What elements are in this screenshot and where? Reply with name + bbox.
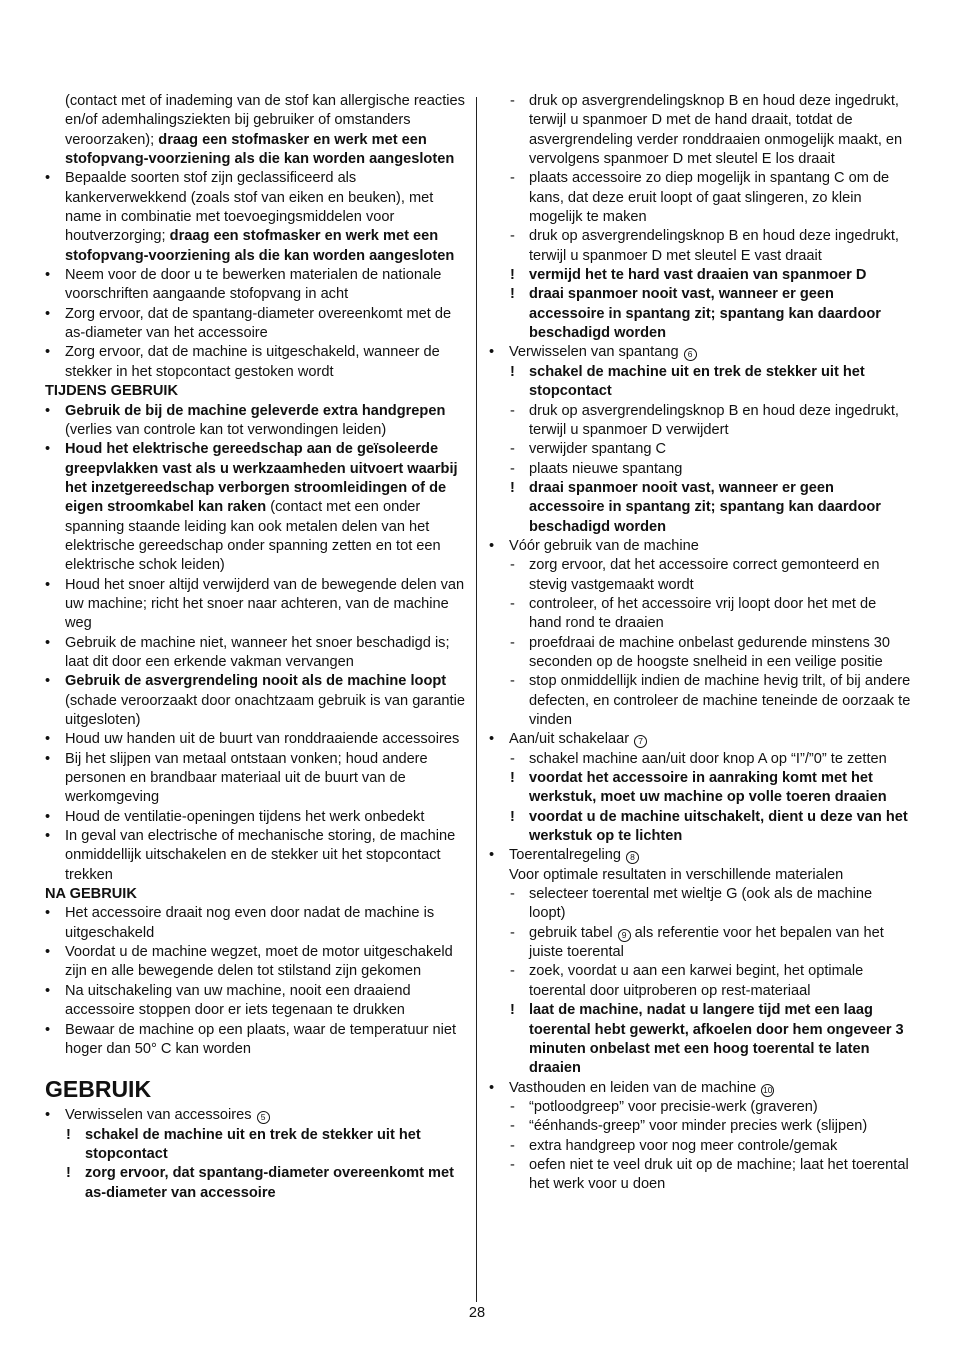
- item-text: [529, 1138, 837, 1154]
- text-segment: Houd uw handen uit de buurt van ronddraaiende accessoires: [65, 731, 460, 748]
- text-segment: laat de machine, nadat u langere tijd met een laag toerental hebt gewerkt, afkoelen door hem ongeveer 3 minuten onbelast met een hoog toerental te laten draaien: [529, 1002, 904, 1077]
- dash-marker: -: [510, 673, 515, 690]
- item-text: [529, 1157, 909, 1192]
- left-safety-list: [45, 92, 466, 1059]
- item-text: [529, 441, 666, 457]
- item-text: [65, 306, 451, 341]
- text-segment: Houd het elektrische gereedschap aan de geïsoleerde greepvlakken vast als u werkzaamheden uitvoert waarbij het inzetgereedschap verborgen stroomleidingen of de eigen stroomkabel kan raken: [65, 441, 458, 516]
- item-text: [65, 441, 458, 573]
- excl-marker: !: [510, 479, 515, 496]
- text-segment: (contact met of inademing van de stof kan allergische reacties en/of ademhalingsziekten bij gebruiker of omstanders veroorzaken);: [65, 93, 465, 148]
- text-segment: plaats accessoire zo diep mogelijk in spantang C om de kans, dat deze eruit loopt of gaat slingeren, zo klein mogelijk te maken: [529, 170, 890, 226]
- item-text: [529, 267, 866, 283]
- text-segment: (contact met een onder spanning staande leiding kan ook metalen delen van het elektrische gereedschap onder spanning zetten en tot een elektrische schok leiden): [65, 499, 441, 574]
- text-segment: Neem voor de door u te bewerken materialen de nationale voorschriften aangaande stofopvang in acht: [65, 267, 442, 303]
- text-segment: Bewaar de machine op een plaats, waar de temperatuur niet hoger dan 50° C kan worden: [65, 1021, 457, 1057]
- text-segment: draag een stofmasker en werk met een stofopvang-voorziening als die kan worden aangesloten: [65, 131, 455, 168]
- text-segment: zorg ervoor, dat spantang-diameter overeenkomt met as-diameter van accessoire: [85, 1165, 454, 1201]
- text-segment: schakel de machine uit en trek de stekker uit het stopcontact: [85, 1126, 421, 1162]
- dash-item: [489, 595, 911, 634]
- bullet-marker: •: [45, 576, 51, 593]
- item-text: [45, 383, 178, 399]
- item-text: [529, 557, 879, 592]
- item-text: [85, 1127, 421, 1162]
- item-text: [65, 170, 454, 263]
- dash-marker: -: [510, 924, 515, 941]
- dash-item: [489, 556, 911, 595]
- excl-item: [489, 479, 911, 537]
- text-segment: TIJDENS GEBRUIK: [45, 383, 178, 400]
- subsection-heading: [45, 382, 466, 401]
- bullet-marker: •: [45, 441, 51, 458]
- bullet-marker: •: [45, 750, 51, 767]
- item-text: [529, 286, 881, 341]
- excl-marker: !: [510, 770, 515, 787]
- text-segment: Houd het snoer altijd verwijderd van de bewegende delen van uw machine; richt het snoer naar achteren, van de machine weg: [65, 576, 465, 632]
- bullet-item: [45, 904, 466, 943]
- item-text: [65, 751, 428, 806]
- dash-marker: -: [510, 170, 515, 187]
- bullet-item: [489, 537, 911, 556]
- dash-item: [489, 672, 911, 730]
- bullet-item: [45, 266, 466, 305]
- bullet-item: [45, 730, 466, 749]
- bullet-marker: •: [45, 305, 51, 322]
- bullet-item: [45, 576, 466, 634]
- text-segment: “potloodgreep” voor precisie-werk (graveren): [529, 1098, 818, 1115]
- item-text: [65, 403, 445, 438]
- dash-item: [489, 402, 911, 441]
- dash-marker: -: [510, 963, 515, 980]
- bullet-item: [45, 943, 466, 982]
- bullet-item: [489, 1079, 911, 1098]
- right-instructions-list: [489, 92, 911, 1195]
- bullet-marker: •: [489, 344, 495, 361]
- subsection-heading: [45, 885, 466, 904]
- item-text: [529, 1099, 818, 1115]
- excl-item: [45, 1126, 466, 1165]
- text-segment: stop onmiddellijk indien de machine hevig trilt, of bij andere defecten, en controleer de machine teneinde de oorzaak te vinden: [529, 673, 911, 728]
- text-segment: Gebruik de machine niet, wanneer het snoer beschadigd is; laat dit door een erkende vakman vervangen: [65, 634, 450, 670]
- item-text: [65, 809, 424, 825]
- text-segment: vermijd het te hard vast draaien van spanmoer D: [529, 267, 867, 284]
- text-segment: als referentie voor het bepalen van het juiste toerental: [529, 924, 884, 961]
- text-segment: extra handgreep voor nog meer controle/gemak: [529, 1137, 838, 1154]
- item-text: [529, 963, 863, 998]
- text-segment: Bepaalde soorten stof zijn geclassificeerd als kankerverwekkend (zoals stof van eiken en beuken), met name in combinatie met toevoegingsmiddelen voor houtverzorging;: [65, 170, 434, 245]
- item-text: [529, 596, 876, 631]
- bullet-item: [45, 1021, 466, 1060]
- item-text: [529, 673, 910, 728]
- text-segment: (verlies van controle kan tot verwondingen leiden): [65, 421, 387, 438]
- dash-item: [489, 1098, 911, 1117]
- dash-marker: -: [510, 634, 515, 651]
- text-segment: Zorg ervoor, dat de machine is uitgeschakeld, wanneer de stekker in het stopcontact gestoken wordt: [65, 344, 440, 380]
- text-segment: oefen niet te veel druk uit op de machine; laat het toerental het werk voor u doen: [529, 1156, 909, 1193]
- item-text: [65, 905, 434, 940]
- dash-marker: -: [510, 93, 515, 109]
- dash-item: [489, 460, 911, 479]
- bullet-marker: •: [45, 982, 51, 999]
- bullet-item: [489, 730, 911, 749]
- excl-item: [489, 808, 911, 847]
- dash-marker: -: [510, 1137, 515, 1154]
- text-segment: draai spanmoer nooit vast, wanneer er geen accessoire in spantang zit; spantang kan daardoor beschadigd worden: [529, 286, 881, 342]
- text-segment: Het accessoire draait nog even door nadat de machine is uitgeschakeld: [65, 905, 435, 941]
- item-text: [529, 1118, 867, 1134]
- dash-marker: -: [510, 1118, 515, 1135]
- text-segment: Vasthouden en leiden van de machine: [509, 1079, 761, 1096]
- text-segment: Zorg ervoor, dat de spantang-diameter overeenkomt met de as-diameter van het accessoire: [65, 305, 452, 342]
- text-segment: controleer, of het accessoire vrij loopt door het met de hand rond te draaien: [529, 595, 877, 632]
- text-segment: Toerentalregeling: [509, 847, 626, 864]
- bullet-marker: •: [45, 634, 51, 651]
- left-gebruik-list: [45, 1106, 466, 1203]
- figure-ref-circle: 7: [634, 735, 647, 748]
- excl-marker: !: [510, 267, 515, 284]
- text-segment: draag een stofmasker en werk met een stofopvang-voorziening als die kan worden aangesloten: [65, 228, 455, 264]
- dash-item: [489, 962, 911, 1001]
- dash-item: [489, 1137, 911, 1156]
- bullet-marker: •: [45, 402, 51, 419]
- text-segment: draai spanmoer nooit vast, wanneer er geen accessoire in spantang zit; spantang kan daardoor beschadigd worden: [529, 479, 881, 535]
- item-text: [529, 809, 908, 844]
- item-text: [65, 673, 465, 728]
- dash-item: [489, 227, 911, 266]
- bullet-item: [45, 750, 466, 808]
- dash-item: [489, 1156, 911, 1195]
- paragraph: [489, 866, 911, 885]
- dash-marker: -: [510, 228, 515, 245]
- dash-marker: -: [510, 557, 515, 574]
- text-segment: Vóór gebruik van de machine: [509, 537, 699, 554]
- text-segment: voordat het accessoire in aanraking komt met het werkstuk, moet uw machine op volle toeren draaien: [529, 770, 887, 806]
- bullet-item: [45, 672, 466, 730]
- figure-ref-circle: 8: [626, 851, 639, 864]
- excl-item: [45, 1164, 466, 1203]
- section-title-gebruik: GEBRUIK: [45, 1076, 152, 1103]
- item-text: [529, 228, 899, 263]
- item-text: [65, 944, 453, 979]
- dash-item: [489, 750, 911, 769]
- item-text: [65, 828, 455, 883]
- bullet-marker: •: [45, 808, 51, 825]
- dash-marker: -: [510, 1098, 515, 1115]
- item-text: [65, 983, 411, 1018]
- item-text: [529, 925, 884, 960]
- dash-item: [489, 169, 911, 227]
- item-text: [529, 461, 682, 477]
- dash-item: [489, 1117, 911, 1136]
- text-segment: Verwisselen van accessoires: [65, 1107, 256, 1124]
- excl-marker: !: [510, 363, 515, 380]
- excl-item: [489, 363, 911, 402]
- dash-item: [489, 634, 911, 673]
- item-text: [509, 731, 647, 747]
- bullet-marker: •: [489, 537, 495, 554]
- item-text: [509, 538, 699, 554]
- item-text: [65, 267, 441, 302]
- item-text: [85, 1165, 454, 1200]
- column-divider: [476, 97, 477, 1302]
- figure-ref-circle: 9: [618, 929, 631, 942]
- dash-item: [489, 924, 911, 963]
- bullet-marker: •: [489, 847, 495, 864]
- bullet-item: [45, 1106, 466, 1125]
- text-segment: Bij het slijpen van metaal ontstaan vonken; houd andere personen en brandbaar materiaal uit de buurt van de werkomgeving: [65, 750, 428, 806]
- excl-marker: !: [510, 808, 515, 825]
- excl-item: [489, 769, 911, 808]
- text-segment: druk op asvergrendelingsknop B en houd deze ingedrukt, terwijl u spanmoer D verwijdert: [529, 402, 899, 438]
- text-segment: Aan/uit schakelaar: [509, 731, 634, 748]
- excl-marker: !: [66, 1126, 71, 1143]
- item-text: [65, 731, 459, 747]
- text-segment: Houd de ventilatie-openingen tijdens het werk onbedekt: [65, 808, 425, 825]
- bullet-item: [45, 827, 466, 885]
- item-text: [45, 886, 137, 902]
- item-text: [529, 635, 890, 670]
- dash-marker: -: [510, 886, 515, 903]
- text-segment: zorg ervoor, dat het accessoire correct gemonteerd en stevig vastgemaakt wordt: [529, 557, 880, 593]
- bullet-item: [489, 846, 911, 865]
- bullet-item: [489, 343, 911, 362]
- dash-marker: -: [510, 460, 515, 477]
- excl-item: [489, 1001, 911, 1078]
- figure-ref-circle: 10: [763, 1084, 773, 1095]
- item-text: [65, 1107, 270, 1123]
- item-text: [529, 403, 899, 438]
- bullet-marker: •: [45, 673, 51, 690]
- bullet-marker: •: [489, 731, 495, 748]
- excl-item: [489, 266, 911, 285]
- text-segment: Na uitschakeling van uw machine, nooit een draaiend accessoire stoppen door er iets tegenaan te drukken: [65, 982, 411, 1019]
- bullet-marker: •: [45, 170, 51, 187]
- excl-marker: !: [66, 1165, 71, 1182]
- bullet-marker: •: [45, 267, 51, 284]
- text-segment: gebruik tabel: [529, 924, 617, 941]
- text-segment: Gebruik de bij de machine geleverde extra handgrepen: [65, 402, 446, 419]
- bullet-marker: •: [45, 1107, 51, 1124]
- dash-marker: -: [510, 1156, 515, 1173]
- item-text: [65, 635, 450, 670]
- item-text: [65, 93, 465, 167]
- item-text: [65, 577, 464, 632]
- item-text: [529, 93, 902, 167]
- text-segment: voordat u de machine uitschakelt, dient u deze van het werkstuk op te lichten: [529, 808, 908, 845]
- item-text: [509, 847, 639, 863]
- bullet-item: [45, 402, 466, 441]
- text-segment: Gebruik de asvergrendeling nooit als de machine loopt: [65, 673, 447, 690]
- page-number: 28: [468, 1305, 486, 1321]
- bullet-item: [45, 808, 466, 827]
- item-text: [529, 770, 887, 805]
- bullet-item: [45, 305, 466, 344]
- item-text: [65, 344, 440, 379]
- item-text: [509, 867, 843, 883]
- bullet-item: [45, 343, 466, 382]
- bullet-marker: •: [45, 944, 51, 961]
- text-segment: plaats nieuwe spantang: [529, 460, 683, 477]
- figure-ref-circle: 5: [257, 1111, 270, 1124]
- bullet-marker: •: [489, 1079, 495, 1096]
- text-segment: Voordat u de machine wegzet, moet de motor uitgeschakeld zijn en alle bewegende delen tot stilstand zijn gekomen: [65, 944, 453, 980]
- bullet-item: [45, 982, 466, 1021]
- excl-marker: !: [510, 286, 515, 303]
- text-segment: “éénhands-greep” voor minder precies werk (slijpen): [529, 1118, 868, 1135]
- item-text: [529, 886, 872, 921]
- text-segment: Verwisselen van spantang: [509, 344, 683, 361]
- item-text: [509, 1080, 774, 1096]
- item-text: [529, 751, 887, 767]
- dash-marker: -: [510, 595, 515, 612]
- item-text: [529, 480, 881, 535]
- left-column: [45, 92, 466, 1203]
- text-segment: proefdraai de machine onbelast gedurende minstens 30 seconden op de hoogste snelheid in een veilige positie: [529, 634, 891, 670]
- bullet-marker: •: [45, 1021, 51, 1038]
- dash-item: [489, 885, 911, 924]
- excl-item: [489, 285, 911, 343]
- item-text: [509, 344, 697, 360]
- item-text: [529, 1002, 904, 1076]
- dash-marker: -: [510, 441, 515, 458]
- dash-marker: -: [510, 750, 515, 767]
- bullet-marker: •: [45, 828, 51, 845]
- paragraph: [45, 92, 466, 169]
- item-text: [529, 364, 865, 399]
- dash-item: [489, 440, 911, 459]
- bullet-marker: •: [45, 905, 51, 922]
- bullet-marker: •: [45, 344, 51, 361]
- bullet-item: [45, 169, 466, 266]
- text-segment: In geval van electrische of mechanische storing, de machine onmiddellijk uitschakelen en de stekker uit het stopcontact trekken: [65, 828, 456, 883]
- excl-marker: !: [510, 1002, 515, 1019]
- text-segment: verwijder spantang C: [529, 441, 667, 458]
- bullet-item: [45, 634, 466, 673]
- figure-ref-circle: 6: [684, 348, 697, 361]
- text-segment: (schade veroorzaakt door onachtzaam gebruik is van garantie uitgesloten): [65, 692, 465, 728]
- text-segment: zoek, voordat u aan een karwei begint, het optimale toerental door uitproberen op rest-materiaal: [529, 963, 864, 999]
- item-text: [65, 1022, 456, 1057]
- dash-marker: -: [510, 402, 515, 419]
- right-column: [489, 92, 911, 1195]
- text-segment: NA GEBRUIK: [45, 886, 137, 903]
- text-segment: druk op asvergrendelingsknop B en houd deze ingedrukt, terwijl u spanmoer D met de hand draait, totdat de asvergrendeling verder ronddraaien onmogelijk maakt, en vervolgens spanmoer D met sleutel E los draait: [529, 93, 903, 168]
- bullet-item: [45, 440, 466, 575]
- text-segment: druk op asvergrendelingsknop B en houd deze ingedrukt, terwijl u spanmoer D met sleutel E vast draait: [529, 228, 899, 264]
- text-segment: Voor optimale resultaten in verschillende materialen: [509, 866, 844, 883]
- text-segment: selecteer toerental met wieltje G (ook als de machine loopt): [529, 886, 873, 922]
- text-segment: schakel de machine uit en trek de stekker uit het stopcontact: [529, 363, 865, 400]
- bullet-marker: •: [45, 731, 51, 748]
- item-text: [529, 170, 889, 225]
- text-segment: schakel machine aan/uit door knop A op “I”/”0” te zetten: [529, 750, 887, 767]
- dash-item: [489, 92, 911, 169]
